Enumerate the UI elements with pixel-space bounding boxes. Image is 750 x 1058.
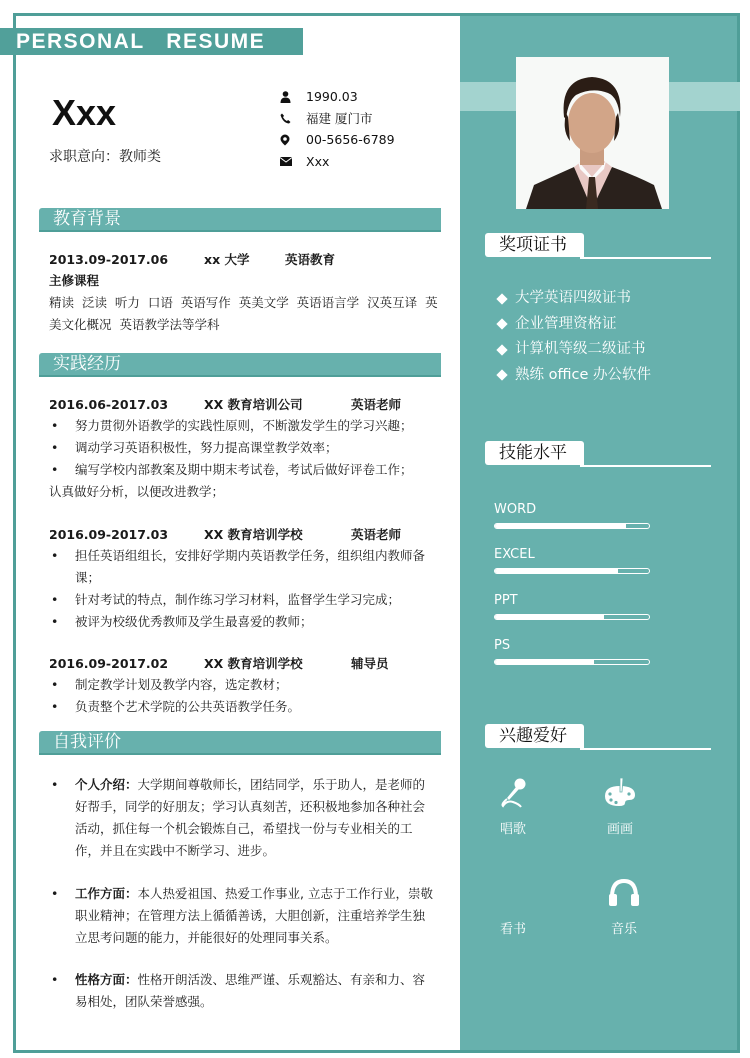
bullet-item: • 被评为校级优秀教师及学生最喜爱的教师；: [51, 614, 313, 629]
sidebar-header-hobbies: 兴趣爱好: [485, 724, 711, 748]
education-school: xx 大学: [204, 252, 250, 267]
award-item: 计算机等级二级证书: [495, 337, 651, 363]
contact-birth: 1990.03: [280, 86, 395, 108]
section-header-education: 教育背景: [39, 208, 441, 232]
skill-ppt: PPT: [494, 592, 650, 620]
skill-excel: EXCEL: [494, 546, 650, 574]
skill-ps: PS: [494, 637, 650, 665]
self-eval-item: • 个人介绍：大学期间尊敬师长，团结同学，乐于助人，是老师的好帮手，同学的好朋友；学习认真刻苦，还积极地参加各种社会活动，抓住每一个机会锻炼自己，希望找一份与专业相关的工作，并且在实践中不断学习、进步。: [51, 777, 426, 858]
award-item: 大学英语四级证书: [495, 286, 651, 312]
contact-phone: 00-5656-6789: [280, 129, 395, 151]
diamond-bullet-icon: [496, 370, 507, 381]
phone-icon: [280, 113, 306, 124]
person-icon: [280, 91, 306, 103]
candidate-name: Xxx: [52, 92, 117, 133]
self-eval-item: • 工作方面：本人热爱祖国、热爱工作事业, 立志于工作行业，崇敬职业精神；在管理方法上循循善诱，大胆创新，注重培养学生独立思考问题的能力，并能很好的处理同事关系。: [51, 886, 433, 945]
hobby-singing: 唱歌: [483, 772, 543, 837]
job-intent: 求职意向：教师类: [49, 149, 161, 165]
experience-item: [49, 523, 437, 633]
sidebar-header-awards: 奖项证书: [485, 233, 711, 257]
microphone-icon: [483, 772, 543, 812]
bullet-item: • 制定教学计划及教学内容，选定教材；: [51, 677, 288, 692]
diamond-bullet-icon: [496, 344, 507, 355]
skill-progress-bar: [494, 523, 650, 529]
experience-item: [49, 652, 437, 718]
awards-list: [495, 286, 651, 388]
experience-header: 2016.09-2017.02 XX 教育培训学校 辅导员: [49, 655, 389, 671]
experience-item: [49, 393, 437, 503]
section-header-experience: 实践经历: [39, 353, 441, 377]
sidebar-header-skills: 技能水平: [485, 441, 711, 465]
bullet-item: • 调动学习英语积极性，努力提高课堂教学效率；: [51, 440, 338, 455]
skill-progress-bar: [494, 659, 650, 665]
book-icon: [483, 872, 543, 912]
education-header: [49, 248, 437, 270]
resume-banner: PERSONAL RESUME: [0, 28, 303, 55]
mail-icon: [280, 157, 306, 166]
palette-icon: [590, 772, 650, 812]
bullet-continuation: 认真做好分析，以便改进教学；: [49, 484, 225, 499]
hobby-music: 音乐: [594, 872, 654, 937]
hobby-painting: 画画: [590, 772, 650, 837]
skill-word: WORD: [494, 501, 650, 529]
profile-photo: [516, 57, 669, 209]
contact-location: 福建 厦门市: [280, 108, 395, 130]
courses-line: 美文化概况 英语教学法等学科: [49, 317, 220, 332]
contact-email: Xxx: [280, 151, 395, 173]
skill-progress-bar: [494, 568, 650, 574]
bullet-item: • 担任英语组组长，安排好学期内英语教学任务，组织组内教师备课；: [51, 548, 426, 585]
headphones-icon: [594, 872, 654, 912]
bullet-item: • 负责整个艺术学院的公共英语教学任务。: [51, 699, 301, 714]
skill-progress-bar: [494, 614, 650, 620]
diamond-bullet-icon: [496, 293, 507, 304]
education-block: [49, 248, 437, 336]
hobby-reading: 看书: [483, 872, 543, 937]
bullet-item: • 努力贯彻外语教学的实践性原则，不断激发学生的学习兴趣；: [51, 418, 413, 433]
courses-label: 主修课程: [49, 273, 100, 288]
contact-info: [280, 86, 395, 172]
courses-line: 精读 泛读 听力 口语 英语写作 英美文学 英语语言学 汉英互译 英: [49, 295, 438, 310]
self-eval-item: • 性格方面：性格开朗活泼、思维严谨、乐观豁达、有亲和力、容易相处，团队荣誉感强。: [51, 972, 426, 1009]
experience-header: 2016.09-2017.03 XX 教育培训学校 英语老师: [49, 526, 402, 542]
education-period: 2013.09-2017.06: [49, 251, 169, 267]
bullet-item: • 针对考试的特点，制作练习学习材料，监督学生学习完成；: [51, 592, 401, 607]
bullet-item: • 编写学校内部教案及期中期末考试卷，考试后做好评卷工作；: [51, 462, 413, 477]
location-pin-icon: [280, 134, 306, 146]
experience-header: 2016.06-2017.03 XX 教育培训公司 英语老师: [49, 396, 402, 412]
section-header-self-eval: 自我评价: [39, 731, 441, 755]
award-item: 企业管理资格证: [495, 312, 651, 338]
diamond-bullet-icon: [496, 319, 507, 330]
award-item: 熟练 office 办公软件: [495, 363, 651, 389]
education-major: 英语教育: [285, 252, 336, 267]
